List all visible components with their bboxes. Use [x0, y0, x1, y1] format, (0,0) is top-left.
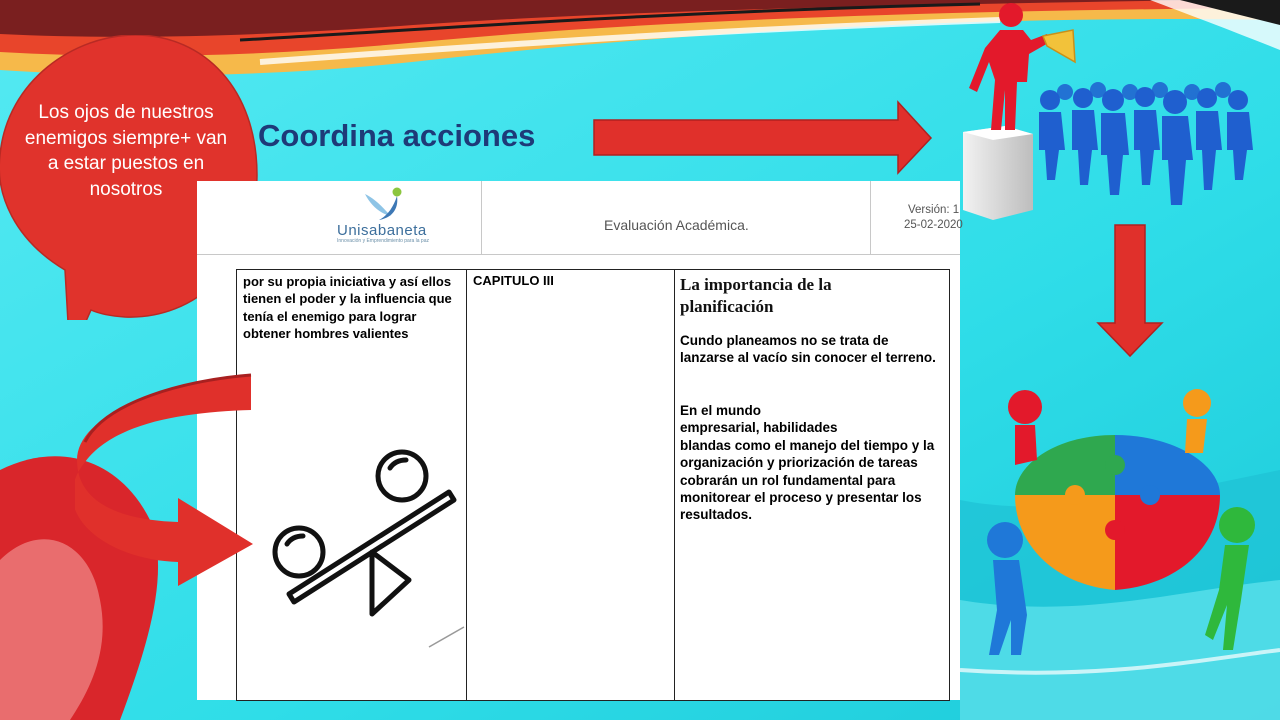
col2-text: CAPITULO III — [473, 273, 554, 288]
down-arrow — [1095, 223, 1165, 358]
leader-megaphone-crowd-illustration — [955, 0, 1280, 222]
document-page — [197, 181, 963, 700]
header-divider — [481, 181, 482, 254]
col3-heading: La importancia de la planificación — [680, 275, 832, 316]
column-divider — [674, 270, 675, 700]
col3-paragraph-2: En el mundo empresarial, habilidades blandas como el manejo del tiempo y la organización y priorización de tareas cobrarán un rol fundamental para monitorear el proceso y presentar los resultados. — [680, 403, 935, 523]
col1-text: por su propia iniciativa y así ellos tienen el poder y la influencia que tenía el enemigo para lograr obtener hombres valientes — [243, 274, 452, 341]
header-divider — [870, 181, 871, 254]
document-header — [197, 181, 963, 255]
logo-name: Unisabaneta — [337, 222, 427, 239]
version-label: Versión: 1 — [908, 204, 960, 216]
logo-icon — [357, 186, 412, 224]
logo-tagline: Innovación y Emprendimiento para la paz — [337, 238, 429, 244]
content-table — [236, 269, 950, 701]
col3-paragraph-1: Cundo planeamos no se trata de lanzarse al vacío sin conocer el terreno. — [680, 333, 936, 366]
slide-title: Coordina acciones — [258, 118, 536, 153]
right-arrow — [593, 100, 933, 175]
curved-arrow — [75, 372, 265, 590]
puzzle-team-illustration — [975, 385, 1265, 665]
bubble-text: Los ojos de nuestros enemigos siempre+ van a estar puestos en nosotros — [24, 102, 228, 200]
header-title: Evaluación Académica. — [604, 217, 749, 233]
seesaw-icon — [269, 442, 469, 657]
date-label: 25-02-2020 — [904, 219, 963, 231]
